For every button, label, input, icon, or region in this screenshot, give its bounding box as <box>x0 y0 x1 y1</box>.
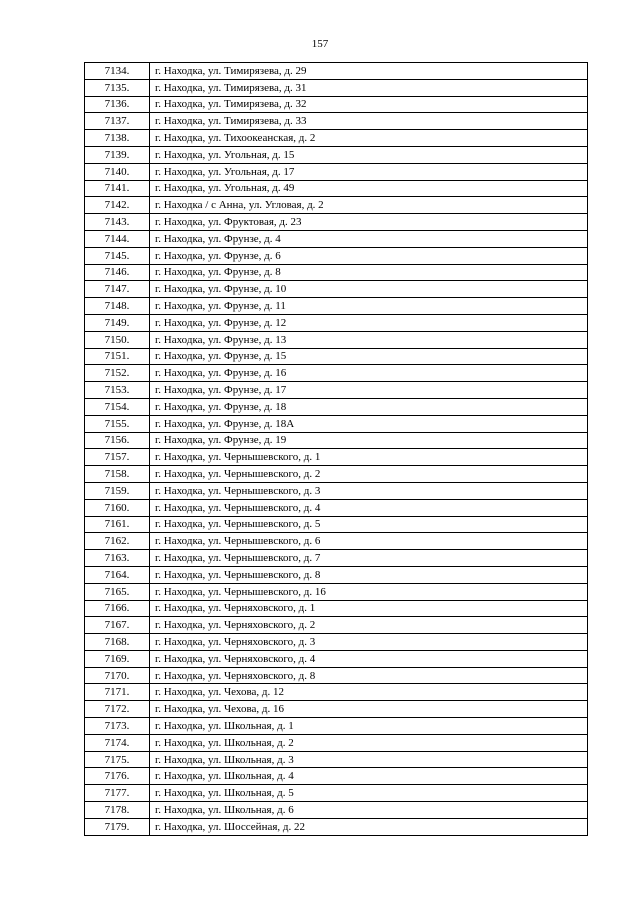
row-number: 7168. <box>85 634 150 651</box>
row-number: 7166. <box>85 600 150 617</box>
row-address: г. Находка, ул. Чернышевского, д. 2 <box>150 466 588 483</box>
row-address: г. Находка, ул. Фрунзе, д. 6 <box>150 247 588 264</box>
table-row <box>85 365 588 382</box>
row-number: 7137. <box>85 113 150 130</box>
table-row <box>85 314 588 331</box>
row-address: г. Находка, ул. Чернышевского, д. 3 <box>150 482 588 499</box>
row-address: г. Находка, ул. Чехова, д. 12 <box>150 684 588 701</box>
table-row <box>85 482 588 499</box>
table-row <box>85 802 588 819</box>
row-number: 7176. <box>85 768 150 785</box>
row-number: 7160. <box>85 499 150 516</box>
table-row <box>85 667 588 684</box>
table-row <box>85 146 588 163</box>
row-address: г. Находка / с Анна, ул. Угловая, д. 2 <box>150 197 588 214</box>
row-number: 7152. <box>85 365 150 382</box>
address-table-body <box>85 63 588 836</box>
row-address: г. Находка, ул. Чернышевского, д. 4 <box>150 499 588 516</box>
row-number: 7161. <box>85 516 150 533</box>
row-address: г. Находка, ул. Тимирязева, д. 32 <box>150 96 588 113</box>
row-address: г. Находка, ул. Угольная, д. 17 <box>150 163 588 180</box>
table-row <box>85 466 588 483</box>
row-number: 7141. <box>85 180 150 197</box>
row-number: 7169. <box>85 650 150 667</box>
table-row <box>85 348 588 365</box>
table-row <box>85 684 588 701</box>
row-address: г. Находка, ул. Школьная, д. 4 <box>150 768 588 785</box>
table-row <box>85 600 588 617</box>
row-number: 7151. <box>85 348 150 365</box>
row-number: 7163. <box>85 550 150 567</box>
row-address: г. Находка, ул. Черняховского, д. 4 <box>150 650 588 667</box>
table-row <box>85 331 588 348</box>
row-address: г. Находка, ул. Школьная, д. 1 <box>150 718 588 735</box>
table-row <box>85 650 588 667</box>
table-row <box>85 634 588 651</box>
row-address: г. Находка, ул. Школьная, д. 2 <box>150 734 588 751</box>
table-row <box>85 214 588 231</box>
row-number: 7140. <box>85 163 150 180</box>
table-row <box>85 382 588 399</box>
table-row <box>85 79 588 96</box>
table-row <box>85 566 588 583</box>
table-row <box>85 264 588 281</box>
table-row <box>85 499 588 516</box>
row-number: 7175. <box>85 751 150 768</box>
row-number: 7165. <box>85 583 150 600</box>
row-address: г. Находка, ул. Фрунзе, д. 17 <box>150 382 588 399</box>
row-address: г. Находка, ул. Черняховского, д. 1 <box>150 600 588 617</box>
row-address: г. Находка, ул. Чернышевского, д. 6 <box>150 533 588 550</box>
row-number: 7155. <box>85 415 150 432</box>
row-address: г. Находка, ул. Фрунзе, д. 4 <box>150 230 588 247</box>
row-number: 7179. <box>85 818 150 835</box>
row-address: г. Находка, ул. Тихоокеанская, д. 2 <box>150 130 588 147</box>
row-address: г. Находка, ул. Чехова, д. 16 <box>150 701 588 718</box>
row-address: г. Находка, ул. Фрунзе, д. 18 <box>150 398 588 415</box>
row-number: 7162. <box>85 533 150 550</box>
table-row <box>85 818 588 835</box>
row-number: 7148. <box>85 298 150 315</box>
row-address: г. Находка, ул. Угольная, д. 15 <box>150 146 588 163</box>
row-address: г. Находка, ул. Фрунзе, д. 16 <box>150 365 588 382</box>
table-row <box>85 163 588 180</box>
row-number: 7145. <box>85 247 150 264</box>
row-number: 7136. <box>85 96 150 113</box>
row-address: г. Находка, ул. Чернышевского, д. 1 <box>150 449 588 466</box>
table-row <box>85 785 588 802</box>
table-row <box>85 247 588 264</box>
row-number: 7149. <box>85 314 150 331</box>
table-row <box>85 197 588 214</box>
row-number: 7170. <box>85 667 150 684</box>
row-number: 7134. <box>85 63 150 80</box>
row-number: 7174. <box>85 734 150 751</box>
table-row <box>85 130 588 147</box>
table-row <box>85 516 588 533</box>
row-address: г. Находка, ул. Фрунзе, д. 8 <box>150 264 588 281</box>
row-number: 7172. <box>85 701 150 718</box>
row-address: г. Находка, ул. Чернышевского, д. 5 <box>150 516 588 533</box>
row-number: 7139. <box>85 146 150 163</box>
table-row <box>85 533 588 550</box>
address-table <box>84 62 588 836</box>
row-number: 7144. <box>85 230 150 247</box>
row-address: г. Находка, ул. Школьная, д. 5 <box>150 785 588 802</box>
row-address: г. Находка, ул. Тимирязева, д. 33 <box>150 113 588 130</box>
row-address: г. Находка, ул. Школьная, д. 6 <box>150 802 588 819</box>
row-number: 7158. <box>85 466 150 483</box>
row-address: г. Находка, ул. Чернышевского, д. 8 <box>150 566 588 583</box>
table-row <box>85 734 588 751</box>
row-number: 7142. <box>85 197 150 214</box>
row-address: г. Находка, ул. Чернышевского, д. 16 <box>150 583 588 600</box>
table-row <box>85 768 588 785</box>
table-row <box>85 449 588 466</box>
row-address: г. Находка, ул. Чернышевского, д. 7 <box>150 550 588 567</box>
table-row <box>85 63 588 80</box>
row-number: 7135. <box>85 79 150 96</box>
row-number: 7178. <box>85 802 150 819</box>
table-row <box>85 96 588 113</box>
row-number: 7150. <box>85 331 150 348</box>
row-number: 7154. <box>85 398 150 415</box>
table-row <box>85 113 588 130</box>
row-number: 7146. <box>85 264 150 281</box>
table-row <box>85 718 588 735</box>
table-row <box>85 398 588 415</box>
row-address: г. Находка, ул. Тимирязева, д. 31 <box>150 79 588 96</box>
row-number: 7159. <box>85 482 150 499</box>
table-row <box>85 617 588 634</box>
row-address: г. Находка, ул. Тимирязева, д. 29 <box>150 63 588 80</box>
row-address: г. Находка, ул. Фрунзе, д. 19 <box>150 432 588 449</box>
table-row <box>85 550 588 567</box>
table-row <box>85 230 588 247</box>
row-address: г. Находка, ул. Фрунзе, д. 18А <box>150 415 588 432</box>
table-row <box>85 180 588 197</box>
row-number: 7164. <box>85 566 150 583</box>
table-row <box>85 298 588 315</box>
row-address: г. Находка, ул. Фрунзе, д. 12 <box>150 314 588 331</box>
row-address: г. Находка, ул. Школьная, д. 3 <box>150 751 588 768</box>
row-address: г. Находка, ул. Фруктовая, д. 23 <box>150 214 588 231</box>
row-number: 7138. <box>85 130 150 147</box>
table-row <box>85 415 588 432</box>
table-row <box>85 751 588 768</box>
row-number: 7173. <box>85 718 150 735</box>
page-number: 157 <box>311 38 329 50</box>
row-address: г. Находка, ул. Черняховского, д. 2 <box>150 617 588 634</box>
row-number: 7171. <box>85 684 150 701</box>
row-address: г. Находка, ул. Фрунзе, д. 11 <box>150 298 588 315</box>
row-number: 7157. <box>85 449 150 466</box>
row-number: 7167. <box>85 617 150 634</box>
table-row <box>85 701 588 718</box>
row-address: г. Находка, ул. Фрунзе, д. 13 <box>150 331 588 348</box>
row-address: г. Находка, ул. Угольная, д. 49 <box>150 180 588 197</box>
row-number: 7143. <box>85 214 150 231</box>
row-number: 7147. <box>85 281 150 298</box>
row-address: г. Находка, ул. Фрунзе, д. 10 <box>150 281 588 298</box>
row-address: г. Находка, ул. Фрунзе, д. 15 <box>150 348 588 365</box>
table-row <box>85 281 588 298</box>
row-address: г. Находка, ул. Черняховского, д. 3 <box>150 634 588 651</box>
row-number: 7153. <box>85 382 150 399</box>
row-number: 7177. <box>85 785 150 802</box>
row-address: г. Находка, ул. Шоссейная, д. 22 <box>150 818 588 835</box>
table-row <box>85 432 588 449</box>
row-address: г. Находка, ул. Черняховского, д. 8 <box>150 667 588 684</box>
table-row <box>85 583 588 600</box>
row-number: 7156. <box>85 432 150 449</box>
